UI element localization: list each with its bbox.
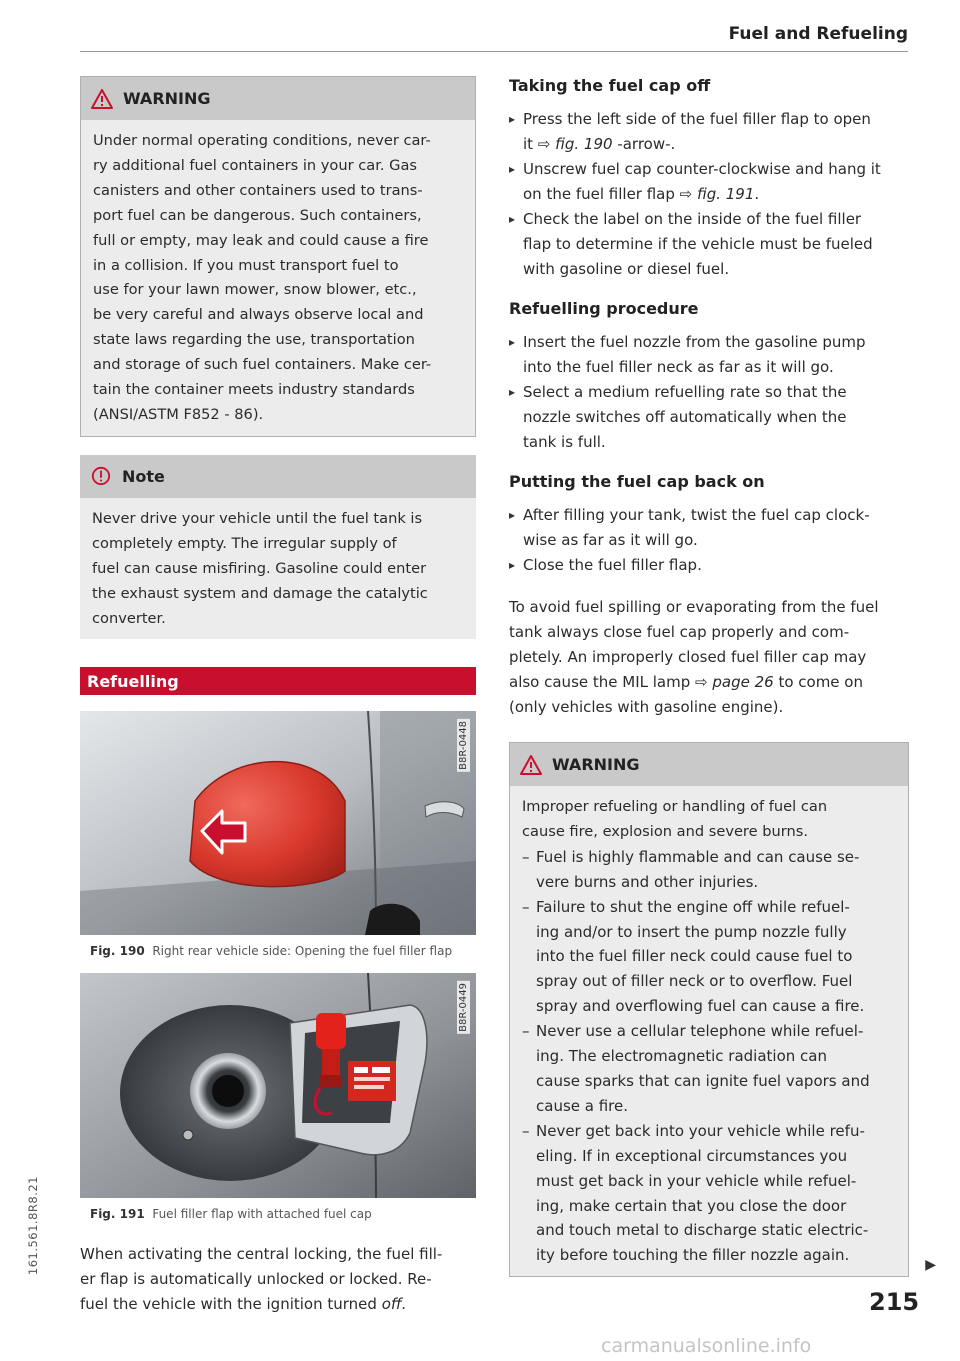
note-header bbox=[80, 455, 476, 498]
right-column bbox=[509, 76, 936, 1277]
text-line: ▸ Select a medium refuelling rate so that the bbox=[523, 383, 847, 401]
text-line: ▸ Check the label on the inside of the fuel filler bbox=[523, 210, 862, 228]
figure-code: B8R-0448 bbox=[458, 721, 469, 771]
text-line: – Failure to shut the engine off while refuel- bbox=[536, 897, 850, 916]
section-heading: Putting the fuel cap back on bbox=[509, 472, 765, 491]
note-body bbox=[80, 498, 476, 640]
fuel-cap-paragraph bbox=[509, 595, 909, 720]
text-line: full or empty, may leak and could cause a fire bbox=[93, 231, 429, 249]
figure-190 bbox=[80, 711, 476, 935]
figure-caption-text: Right rear vehicle side: Opening the fuel filler flap bbox=[152, 944, 453, 959]
warning-title: WARNING bbox=[552, 755, 640, 774]
text-line: pletely. An improperly closed fuel filler cap may bbox=[509, 648, 867, 666]
warning-box bbox=[80, 76, 476, 437]
text-line: into the fuel filler neck as far as it will go. bbox=[523, 358, 834, 376]
text-line: Under normal operating conditions, never car- bbox=[93, 132, 431, 149]
text-line: cause sparks that can ignite fuel vapors and bbox=[536, 1071, 870, 1090]
warning-title: WARNING bbox=[123, 89, 211, 108]
text-line bbox=[523, 182, 909, 207]
list-item bbox=[509, 207, 909, 282]
note-box bbox=[80, 455, 476, 640]
continue-arrow-icon: ▶ bbox=[925, 1257, 936, 1274]
figure-caption-text: Fuel filler flap with attached fuel cap bbox=[152, 1207, 372, 1222]
text-line bbox=[80, 1292, 476, 1317]
text-line: tain the container meets industry standards bbox=[93, 381, 415, 399]
list-item bbox=[509, 157, 909, 207]
section-heading: Refuelling procedure bbox=[509, 299, 699, 318]
figure-191 bbox=[80, 973, 476, 1198]
list-item bbox=[509, 380, 909, 455]
text-line: (ANSI/ASTM F852 - 86). bbox=[93, 405, 264, 423]
text-line: into the fuel filler neck could cause fuel to bbox=[536, 947, 853, 966]
text-span: also cause the MIL lamp bbox=[509, 673, 696, 691]
text-line: – Fuel is highly flammable and can cause se- bbox=[536, 847, 860, 866]
text-span: on the fuel filler flap bbox=[523, 185, 680, 203]
text-line: vere burns and other injuries. bbox=[536, 872, 759, 891]
text-line: spray out of filler neck or to overflow. Fuel bbox=[536, 972, 853, 991]
text-line: ▸ Press the left side of the fuel filler flap to open bbox=[523, 110, 871, 128]
text-line: ▸ Insert the fuel nozzle from the gasoline pump bbox=[523, 333, 866, 351]
text-line: and touch metal to discharge static electric- bbox=[536, 1221, 869, 1240]
text-span: to come on bbox=[773, 673, 863, 691]
text-line: ry additional fuel containers in your car. Gas bbox=[93, 156, 417, 174]
text-line: – Never get back into your vehicle while refu- bbox=[536, 1121, 865, 1140]
text-line: ing. The electromagnetic radiation can bbox=[536, 1047, 827, 1066]
text-line: Never drive your vehicle until the fuel tank is bbox=[92, 509, 423, 527]
text-line: When activating the central locking, the fuel fill- bbox=[80, 1245, 443, 1264]
text-line: flap to determine if the vehicle must be fueled bbox=[523, 235, 873, 253]
figure-label: Fig. 190 bbox=[90, 944, 145, 959]
list-item bbox=[522, 1119, 896, 1268]
fig-190-link[interactable]: ⇨ fig. 190 bbox=[537, 135, 613, 153]
text-line: – Never use a cellular telephone while refuel- bbox=[536, 1022, 864, 1041]
figure-label: Fig. 191 bbox=[90, 1207, 145, 1222]
header-rule bbox=[80, 51, 908, 52]
fuel-cap-illustration bbox=[80, 973, 476, 1198]
left-column bbox=[80, 76, 476, 1317]
emphasis-text: off. bbox=[381, 1295, 407, 1314]
section-heading: Taking the fuel cap off bbox=[509, 76, 711, 95]
text-line: use for your lawn mower, snow blower, etc., bbox=[93, 281, 417, 299]
list-item bbox=[509, 330, 909, 380]
text-line: completely empty. The irregular supply of bbox=[92, 534, 397, 552]
refuelling-section-header: Refuelling bbox=[80, 667, 476, 695]
text-line: cause fire, explosion and severe burns. bbox=[522, 822, 808, 840]
watermark-site: carmanualsonline.info bbox=[601, 1335, 812, 1357]
document-code: 161.561.8R8.21 bbox=[26, 1176, 40, 1276]
note-title: Note bbox=[122, 466, 165, 486]
text-line: wise as far as it will go. bbox=[523, 531, 698, 549]
list-item bbox=[509, 503, 909, 553]
section-refuelling-procedure bbox=[509, 299, 909, 455]
text-line: ing and/or to insert the pump nozzle fully bbox=[536, 922, 847, 941]
text-line: spray and overflowing fuel can cause a fire. bbox=[536, 997, 865, 1016]
text-line: ▸ Close the fuel filler flap. bbox=[523, 556, 702, 574]
text-line: must get back in your vehicle while refuel- bbox=[536, 1171, 857, 1190]
text-span: fuel the vehicle with the ignition turned bbox=[80, 1295, 382, 1314]
warning-triangle-icon bbox=[520, 755, 542, 775]
figure-caption bbox=[80, 1206, 476, 1222]
text-line: tank always close fuel cap properly and com- bbox=[509, 623, 850, 641]
warning-body bbox=[81, 120, 475, 436]
text-line: To avoid fuel spilling or evaporating from the fuel bbox=[509, 598, 879, 616]
text-line: with gasoline or diesel fuel. bbox=[523, 260, 730, 278]
warning-header bbox=[510, 743, 908, 786]
section-taking-cap-off bbox=[509, 76, 909, 282]
text-line: tank is full. bbox=[523, 433, 606, 451]
warning-triangle-icon bbox=[91, 89, 113, 109]
text-span: -arrow-. bbox=[612, 135, 676, 153]
page-number: 215 bbox=[869, 1288, 920, 1316]
text-line: ity before touching the filler nozzle again. bbox=[536, 1246, 850, 1265]
list-item bbox=[522, 845, 896, 895]
text-span: it bbox=[523, 135, 538, 153]
warning-box-2 bbox=[509, 742, 936, 1277]
page-26-link[interactable]: ⇨ page 26 bbox=[695, 673, 774, 691]
text-line: state laws regarding the use, transportation bbox=[93, 331, 415, 349]
text-line: eling. If in exceptional circumstances you bbox=[536, 1146, 848, 1165]
text-line: port fuel can be dangerous. Such containers, bbox=[93, 206, 422, 224]
text-line bbox=[523, 132, 909, 157]
fig-191-link[interactable]: ⇨ fig. 191 bbox=[679, 185, 755, 203]
list-item bbox=[522, 895, 896, 1020]
text-span: . bbox=[754, 185, 760, 203]
central-locking-paragraph bbox=[80, 1242, 476, 1317]
fuel-filler-flap-illustration bbox=[80, 711, 476, 935]
text-line: ▸ Unscrew fuel cap counter-clockwise and hang it bbox=[523, 160, 881, 178]
warning-header bbox=[81, 77, 475, 120]
figure-code: B8R-0449 bbox=[458, 983, 469, 1033]
text-line: cause a fire. bbox=[536, 1096, 628, 1115]
section-cap-back-on bbox=[509, 472, 909, 578]
text-line: fuel can cause misfiring. Gasoline could enter bbox=[92, 559, 427, 577]
text-line: er flap is automatically unlocked or locked. Re- bbox=[80, 1270, 432, 1289]
text-line: converter. bbox=[92, 609, 166, 627]
figure-caption bbox=[80, 943, 476, 959]
text-line: be very careful and always observe local and bbox=[93, 306, 424, 324]
text-line bbox=[509, 670, 909, 695]
section-title: Fuel and Refueling bbox=[728, 24, 908, 44]
warning-body bbox=[510, 786, 908, 1276]
text-line: ▸ After filling your tank, twist the fuel cap clock- bbox=[523, 506, 870, 524]
list-item bbox=[509, 553, 909, 578]
text-line: (only vehicles with gasoline engine). bbox=[509, 698, 784, 716]
text-line: the exhaust system and damage the catalytic bbox=[92, 584, 428, 602]
list-item bbox=[522, 1019, 896, 1119]
list-item bbox=[509, 107, 909, 157]
text-line: canisters and other containers used to trans- bbox=[93, 181, 423, 199]
text-line: Improper refueling or handling of fuel can bbox=[522, 798, 828, 815]
text-line: ing, make certain that you close the door bbox=[536, 1196, 847, 1215]
info-circle-icon bbox=[90, 466, 112, 486]
text-line: in a collision. If you must transport fuel to bbox=[93, 256, 399, 274]
text-line: nozzle switches off automatically when the bbox=[523, 408, 847, 426]
text-line: and storage of such fuel containers. Make cer- bbox=[93, 356, 432, 374]
